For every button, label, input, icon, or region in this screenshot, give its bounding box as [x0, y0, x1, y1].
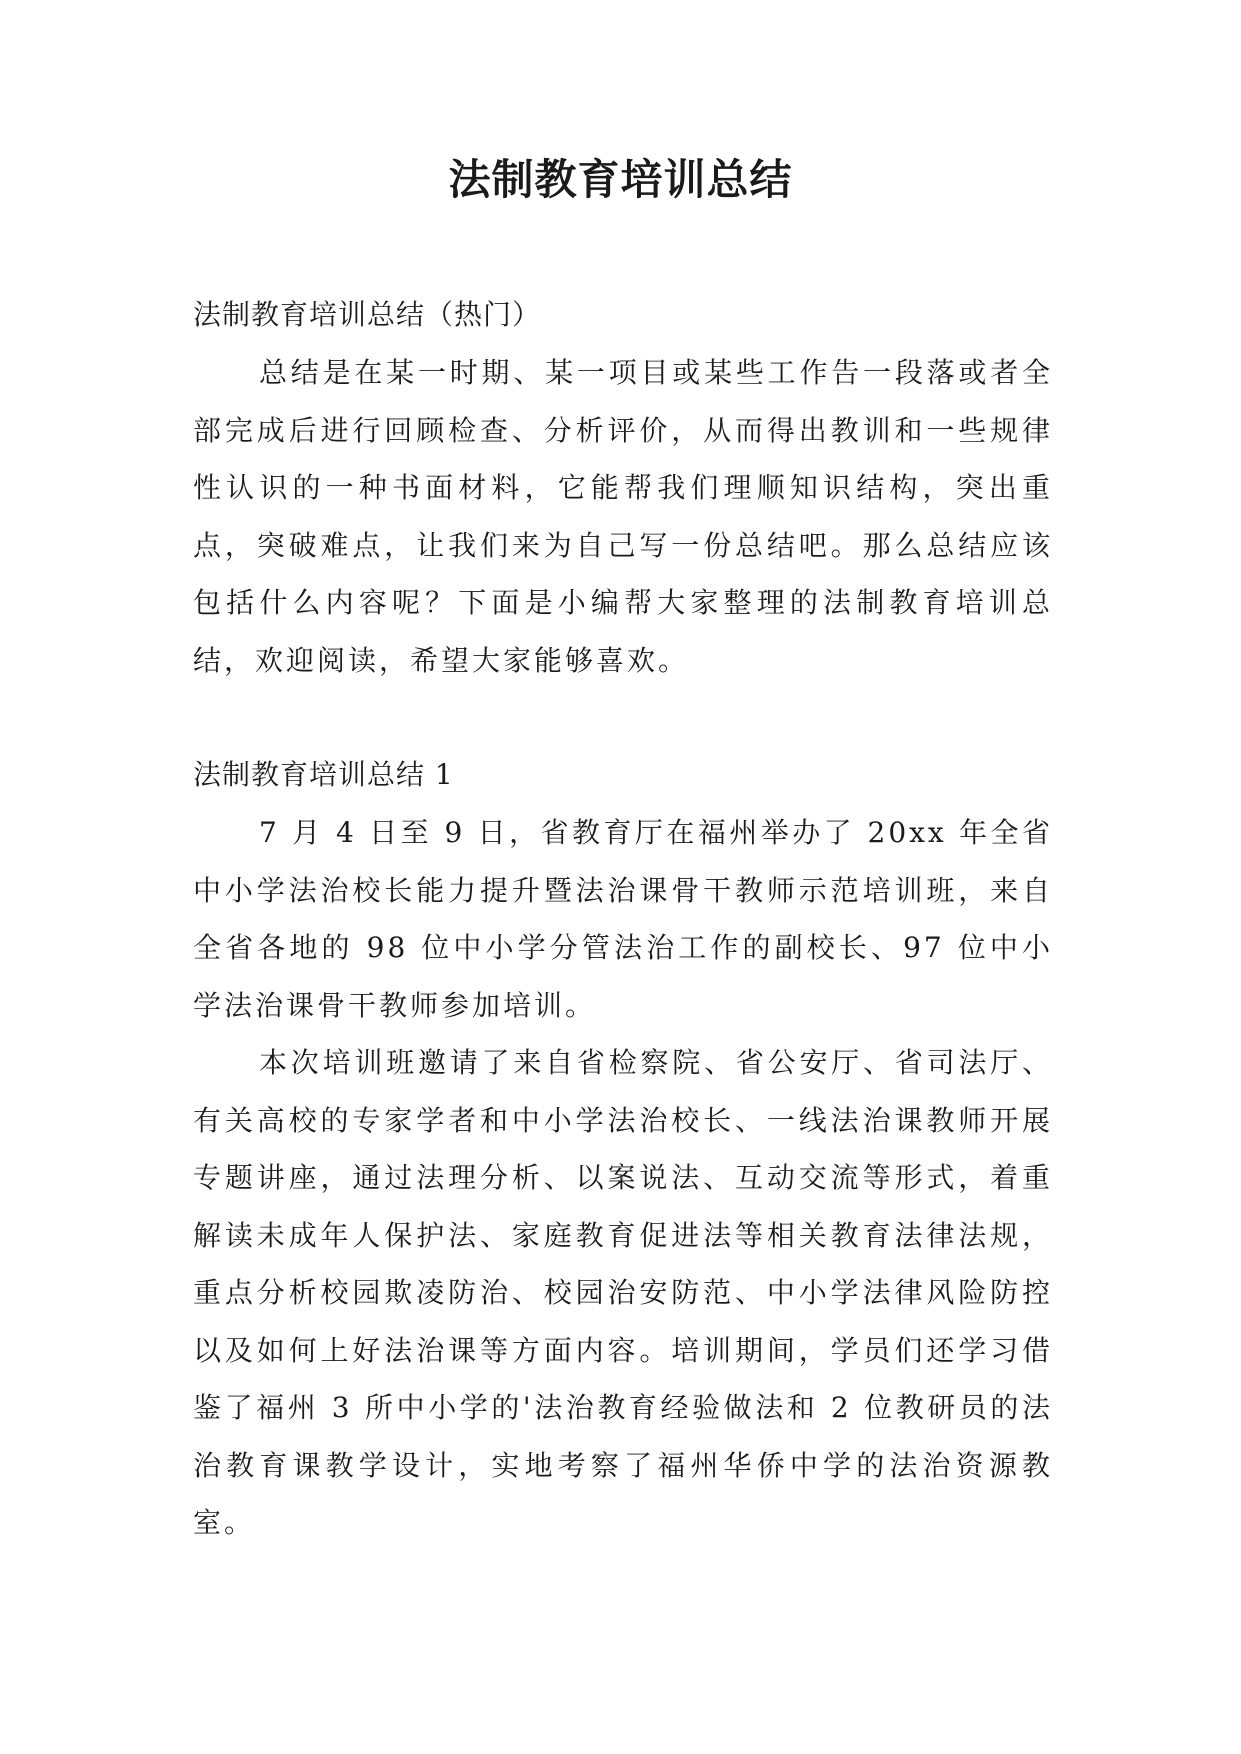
- section-spacer: [193, 689, 1053, 746]
- paragraph: 7 月 4 日至 9 日，省教育厅在福州举办了 20xx 年全省中小学法治校长能力提升暨法治课骨干教师示范培训班，来自全省各地的 98 位中小学分管法治工作的副校长、97 位中小学法治课骨干教师参加培训。: [193, 816, 1053, 1022]
- document-body: [193, 286, 1053, 1552]
- section-heading: 法制教育培训总结 1: [193, 758, 454, 791]
- paragraph: 总结是在某一时期、某一项目或某些工作告一段落或者全部完成后进行回顾检查、分析评价，从而得出教训和一些规律性认识的一种书面材料，它能帮我们理顺知识结构，突出重点，突破难点，让我们来为自己写一份总结吧。那么总结应该包括什么内容呢？下面是小编帮大家整理的法制教育培训总结，欢迎阅读，希望大家能够喜欢。: [193, 356, 1053, 677]
- paragraph: 本次培训班邀请了来自省检察院、省公安厅、省司法厅、有关高校的专家学者和中小学法治校长、一线法治课教师开展专题讲座，通过法理分析、以案说法、互动交流等形式，着重解读未成年人保护法、家庭教育促进法等相关教育法律法规，重点分析校园欺凌防治、校园治安防范、中小学法律风险防控以及如何上好法治课等方面内容。培训期间，学员们还学习借鉴了福州 3 所中小学的'法治教育经验做法和 2 位教研员的法治教育课教学设计，实地考察了福州华侨中学的法治资源教室。: [193, 1046, 1053, 1539]
- section-intro: [193, 286, 1053, 689]
- section-1: [193, 746, 1053, 1552]
- document-title: 法制教育培训总结: [448, 155, 793, 204]
- section-heading: 法制教育培训总结（热门）: [193, 298, 542, 331]
